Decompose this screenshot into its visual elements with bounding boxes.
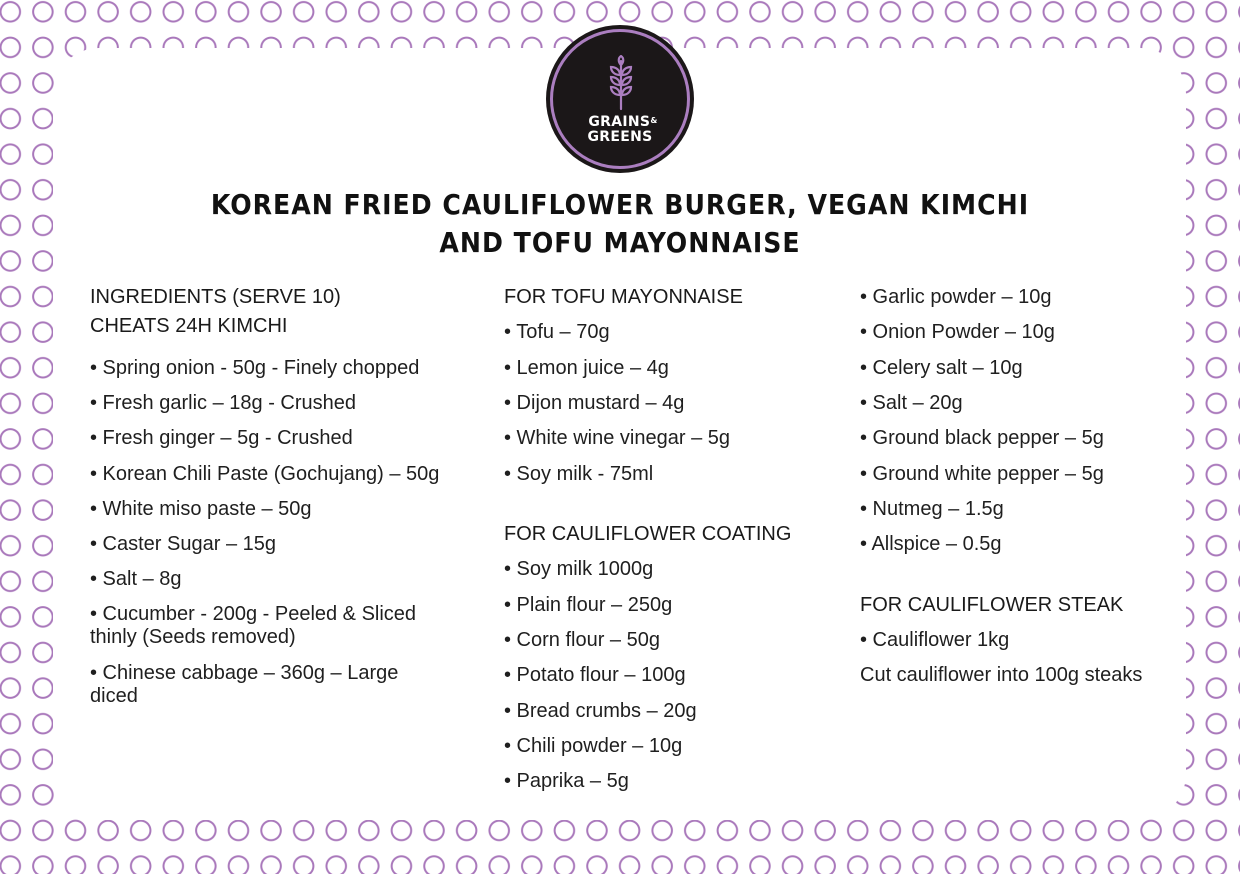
ingredient-item: • Fresh ginger – 5g - Crushed: [90, 427, 353, 449]
ingredient-item: • Chili powder – 10g: [504, 735, 683, 757]
ingredient-item: • Fresh garlic – 18g - Crushed: [90, 392, 357, 414]
ingredient-item: • Onion Powder – 10g: [860, 321, 1055, 343]
recipe-title-line-1: KOREAN FRIED CAULIFLOWER BURGER, VEGAN KIMCHI: [210, 188, 1030, 221]
ingredient-item: • Salt – 8g: [90, 568, 182, 590]
coating-heading: FOR CAULIFLOWER COATING: [504, 523, 792, 545]
ingredients-heading: INGREDIENTS (SERVE 10): [90, 286, 341, 308]
steak-heading: FOR CAULIFLOWER STEAK: [860, 594, 1124, 616]
kimchi-heading: CHEATS 24H KIMCHI: [90, 315, 288, 337]
ingredient-item: • Cauliflower 1kg: [860, 629, 1010, 651]
ingredient-item: • Dijon mustard – 4g: [504, 392, 685, 414]
ingredient-item: • Allspice – 0.5g: [860, 533, 1002, 555]
ingredient-item: • Korean Chili Paste (Gochujang) – 50g: [90, 463, 440, 485]
coating-steak-column: [860, 286, 1180, 687]
ingredient-item: • Celery salt – 10g: [860, 357, 1023, 379]
ingredient-item: • White wine vinegar – 5g: [504, 427, 731, 449]
ingredient-item: • Nutmeg – 1.5g: [860, 498, 1004, 520]
ingredient-item: • Soy milk - 75ml: [504, 463, 654, 485]
instruction-text: Cut cauliflower into 100g steaks: [860, 664, 1143, 686]
ingredient-item: • Salt – 20g: [860, 392, 963, 414]
brand-ampersand: &: [650, 116, 658, 125]
brand-line-2: GREENS: [587, 129, 653, 145]
mayo-heading: FOR TOFU MAYONNAISE: [504, 286, 743, 308]
ingredient-item: • White miso paste – 50g: [90, 498, 312, 520]
ingredient-item: • Spring onion - 50g - Finely chopped: [90, 357, 420, 379]
ingredient-item: • Chinese cabbage – 360g – Large diced: [90, 662, 399, 707]
kimchi-column: [90, 286, 450, 708]
ingredient-item: • Caster Sugar – 15g: [90, 533, 276, 555]
wheat-sprig-icon: [606, 55, 636, 111]
ingredient-item: • Potato flour – 100g: [504, 664, 686, 686]
ingredient-item: • Ground white pepper – 5g: [860, 463, 1104, 485]
ingredient-item: • Garlic powder – 10g: [860, 286, 1052, 308]
ingredient-item: • Ground black pepper – 5g: [860, 427, 1104, 449]
ingredient-item: • Cucumber - 200g - Peeled & Sliced thinly (Seeds removed): [90, 603, 417, 648]
ingredient-item: • Lemon juice – 4g: [504, 357, 669, 379]
mayo-coating-column: [504, 286, 834, 793]
ingredient-item: • Corn flour – 50g: [504, 629, 660, 651]
ingredient-item: • Plain flour – 250g: [504, 594, 673, 616]
ingredient-item: • Tofu – 70g: [504, 321, 610, 343]
ingredient-item: • Soy milk 1000g: [504, 558, 654, 580]
ingredient-item: • Paprika – 5g: [504, 770, 629, 792]
brand-logo: [546, 25, 694, 173]
brand-line-1: GRAINS&: [588, 114, 658, 130]
recipe-title-line-2: AND TOFU MAYONNAISE: [439, 226, 801, 259]
ingredient-item: • Bread crumbs – 20g: [504, 700, 697, 722]
